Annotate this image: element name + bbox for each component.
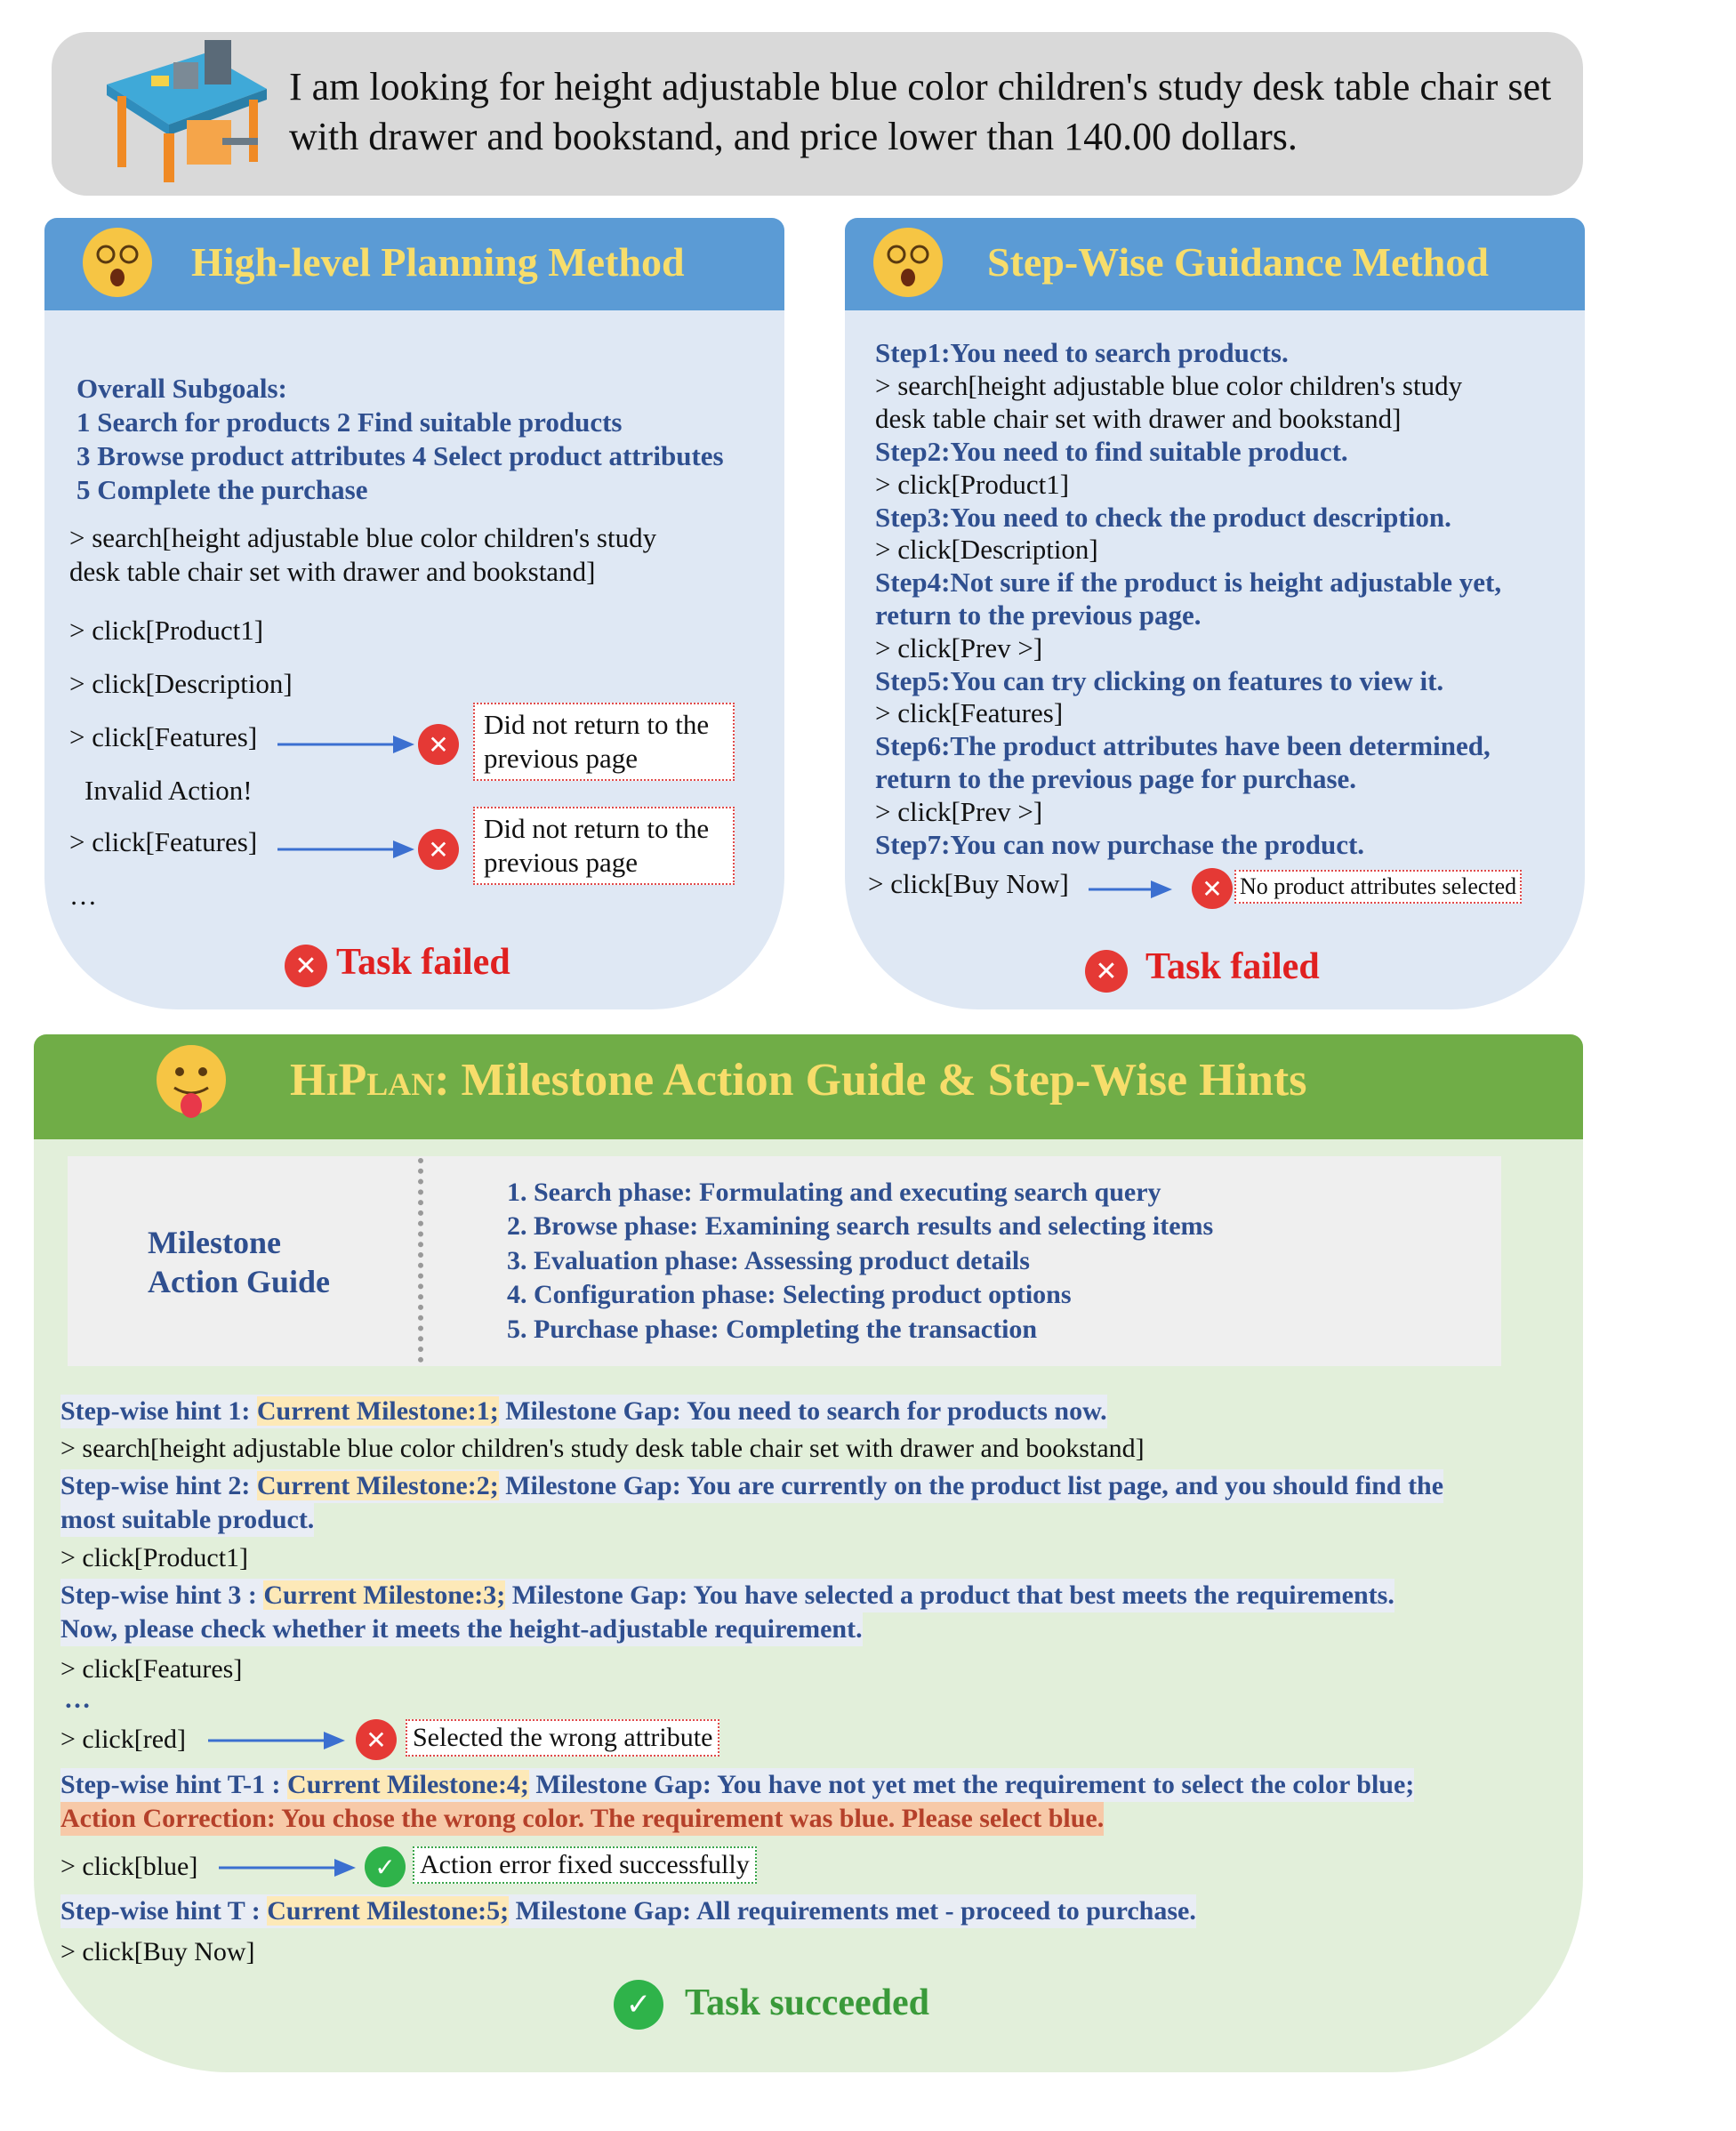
milestone-gap: Milestone Gap: You have not yet met the requirement to select the color blue;	[528, 1770, 1415, 1799]
error-note	[473, 703, 735, 781]
check-icon: ✓	[614, 1980, 663, 2030]
current-milestone: Current Milestone:3;	[263, 1580, 506, 1610]
subgoals-line: 3 Browse product attributes 4 Select product attributes	[76, 440, 724, 471]
divider	[418, 1158, 423, 1363]
arrow-right-icon	[1087, 876, 1176, 903]
subgoals-line: 1 Search for products 2 Find suitable products	[76, 406, 623, 438]
action-line: > search[height adjustable blue color children's study	[69, 522, 657, 553]
task-failed-label: Task failed	[1145, 946, 1320, 987]
dizzy-face-icon	[83, 228, 152, 297]
hiplan-title-rest: : Milestone Action Guide & Step-Wise Hints	[434, 1055, 1307, 1106]
action-line: > click[Features]	[60, 1654, 243, 1684]
error-x-icon: ✕	[418, 724, 459, 765]
hint-prefix: Step-wise hint 3 :	[60, 1580, 264, 1610]
hiplan-title	[290, 1054, 1306, 1106]
hint-prefix: Step-wise hint T-1 :	[60, 1770, 288, 1799]
error-note	[473, 807, 735, 885]
action-line: > click[Features]	[69, 826, 258, 857]
current-milestone: Current Milestone:4;	[287, 1770, 529, 1799]
action-line: > click[blue]	[60, 1852, 198, 1881]
action-line: > click[Features]	[69, 721, 258, 752]
milestone-label	[148, 1223, 330, 1301]
step-text: Step3:You need to check the product description.	[875, 502, 1451, 533]
query-text: I am looking for height adjustable blue color children's study desk table chair set with drawer and bookstand, and price lower than 140.00 dollars.	[289, 65, 1552, 158]
milestone-item: 5. Purchase phase: Completing the transaction	[507, 1315, 1038, 1344]
action-line: > click[Features]	[875, 697, 1064, 728]
milestone-item: 2. Browse phase: Examining search results and selecting items	[507, 1211, 1214, 1241]
action-line: desk table chair set with drawer and bookstand]	[875, 403, 1402, 434]
step-text: return to the previous page.	[875, 599, 1202, 631]
action-line: > click[Product1]	[875, 469, 1070, 500]
milestone-gap: Milestone Gap: You have selected a product that best meets the requirements.	[505, 1580, 1394, 1610]
hint-prefix: Step-wise hint 1:	[60, 1396, 257, 1426]
task-succeeded-label: Task succeeded	[685, 1982, 929, 2023]
action-line: > click[Buy Now]	[60, 1937, 255, 1966]
ellipsis: …	[69, 880, 97, 911]
milestone-item: 3. Evaluation phase: Assessing product details	[507, 1246, 1030, 1275]
hint-prefix: Step-wise hint T :	[60, 1896, 268, 1926]
right-panel-title: Step-Wise Guidance Method	[987, 239, 1489, 285]
current-milestone: Current Milestone:1;	[256, 1396, 499, 1426]
error-x-icon: ✕	[418, 829, 459, 870]
action-correction: Action Correction: You chose the wrong color. The requirement was blue. Please select blue.	[60, 1802, 1104, 1836]
step-text: Step5:You can try clicking on features to view it.	[875, 665, 1444, 696]
ellipsis: …	[64, 1685, 91, 1714]
action-line: > click[Prev >]	[875, 632, 1043, 663]
step-text: Step7:You can now purchase the product.	[875, 829, 1365, 860]
milestone-label-line: Milestone	[148, 1225, 281, 1260]
hint-prefix: Step-wise hint 2:	[60, 1471, 257, 1500]
action-line: > click[Product1]	[60, 1543, 249, 1572]
milestone-label-line: Action Guide	[148, 1264, 331, 1299]
note-line: previous page	[484, 847, 639, 878]
desk-illustration-icon	[98, 36, 276, 187]
step-text: return to the previous page for purchase.	[875, 763, 1357, 794]
current-milestone: Current Milestone:2;	[256, 1471, 499, 1500]
arrow-right-icon	[206, 1727, 349, 1754]
arrow-right-icon	[276, 836, 418, 863]
success-note: Action error fixed successfully	[413, 1846, 757, 1884]
step-text: Step6:The product attributes have been determined,	[875, 730, 1491, 761]
error-x-icon: ✕	[1192, 868, 1233, 909]
note-line: Did not return to the	[484, 813, 710, 844]
step-hint	[60, 1469, 1443, 1503]
error-x-icon: ✕	[356, 1719, 397, 1760]
current-milestone: Current Milestone:5;	[267, 1896, 510, 1926]
step-hint	[60, 1395, 1107, 1428]
milestone-item: 4. Configuration phase: Selecting product options	[507, 1280, 1072, 1309]
left-panel-title: High-level Planning Method	[191, 239, 685, 285]
error-note: No product attributes selected	[1234, 870, 1522, 904]
action-line: > click[Buy Now]	[868, 868, 1069, 899]
check-icon: ✓	[365, 1846, 406, 1887]
milestone-gap: most suitable product.	[60, 1503, 314, 1537]
tongue-face-icon	[157, 1045, 226, 1114]
action-line: > click[Description]	[875, 534, 1098, 565]
note-line: previous page	[484, 743, 639, 774]
action-line: > click[Prev >]	[875, 796, 1043, 827]
action-line: > click[red]	[60, 1725, 187, 1754]
action-line: > search[height adjustable blue color children's study	[875, 370, 1463, 401]
milestone-gap: Milestone Gap: You are currently on the product list page, and you should find the	[498, 1471, 1444, 1500]
error-x-icon: ✕	[1085, 950, 1128, 993]
error-x-icon: ✕	[285, 945, 327, 987]
action-line: > click[Description]	[69, 668, 293, 699]
milestone-item: 1. Search phase: Formulating and executing search query	[507, 1178, 1161, 1207]
arrow-right-icon	[217, 1854, 359, 1881]
hiplan-name: HiPlan	[290, 1055, 435, 1106]
subgoals-label: Overall Subgoals:	[76, 373, 287, 404]
milestone-gap: Milestone Gap: You need to search for products now.	[498, 1396, 1107, 1426]
step-hint	[60, 1579, 1394, 1612]
error-note: Selected the wrong attribute	[406, 1719, 719, 1757]
milestone-gap: Milestone Gap: All requirements met - proceed to purchase.	[509, 1896, 1196, 1926]
invalid-action-text: Invalid Action!	[84, 775, 253, 806]
dizzy-face-icon	[873, 228, 943, 297]
step-text: Step4:Not sure if the product is height adjustable yet,	[875, 567, 1502, 598]
step-text: Step2:You need to find suitable product.	[875, 436, 1348, 467]
action-line: desk table chair set with drawer and bookstand]	[69, 556, 596, 587]
task-failed-label: Task failed	[336, 942, 510, 983]
step-hint	[60, 1894, 1196, 1928]
step-hint	[60, 1768, 1414, 1802]
note-line: Did not return to the	[484, 709, 710, 740]
subgoals-line: 5 Complete the purchase	[76, 474, 368, 505]
action-line: > search[height adjustable blue color children's study desk table chair set with drawer and bookstand]	[60, 1434, 1145, 1463]
milestone-gap: Now, please check whether it meets the height-adjustable requirement.	[60, 1612, 863, 1646]
action-line: > click[Product1]	[69, 615, 264, 646]
step-text: Step1:You need to search products.	[875, 337, 1289, 368]
arrow-right-icon	[276, 731, 418, 758]
